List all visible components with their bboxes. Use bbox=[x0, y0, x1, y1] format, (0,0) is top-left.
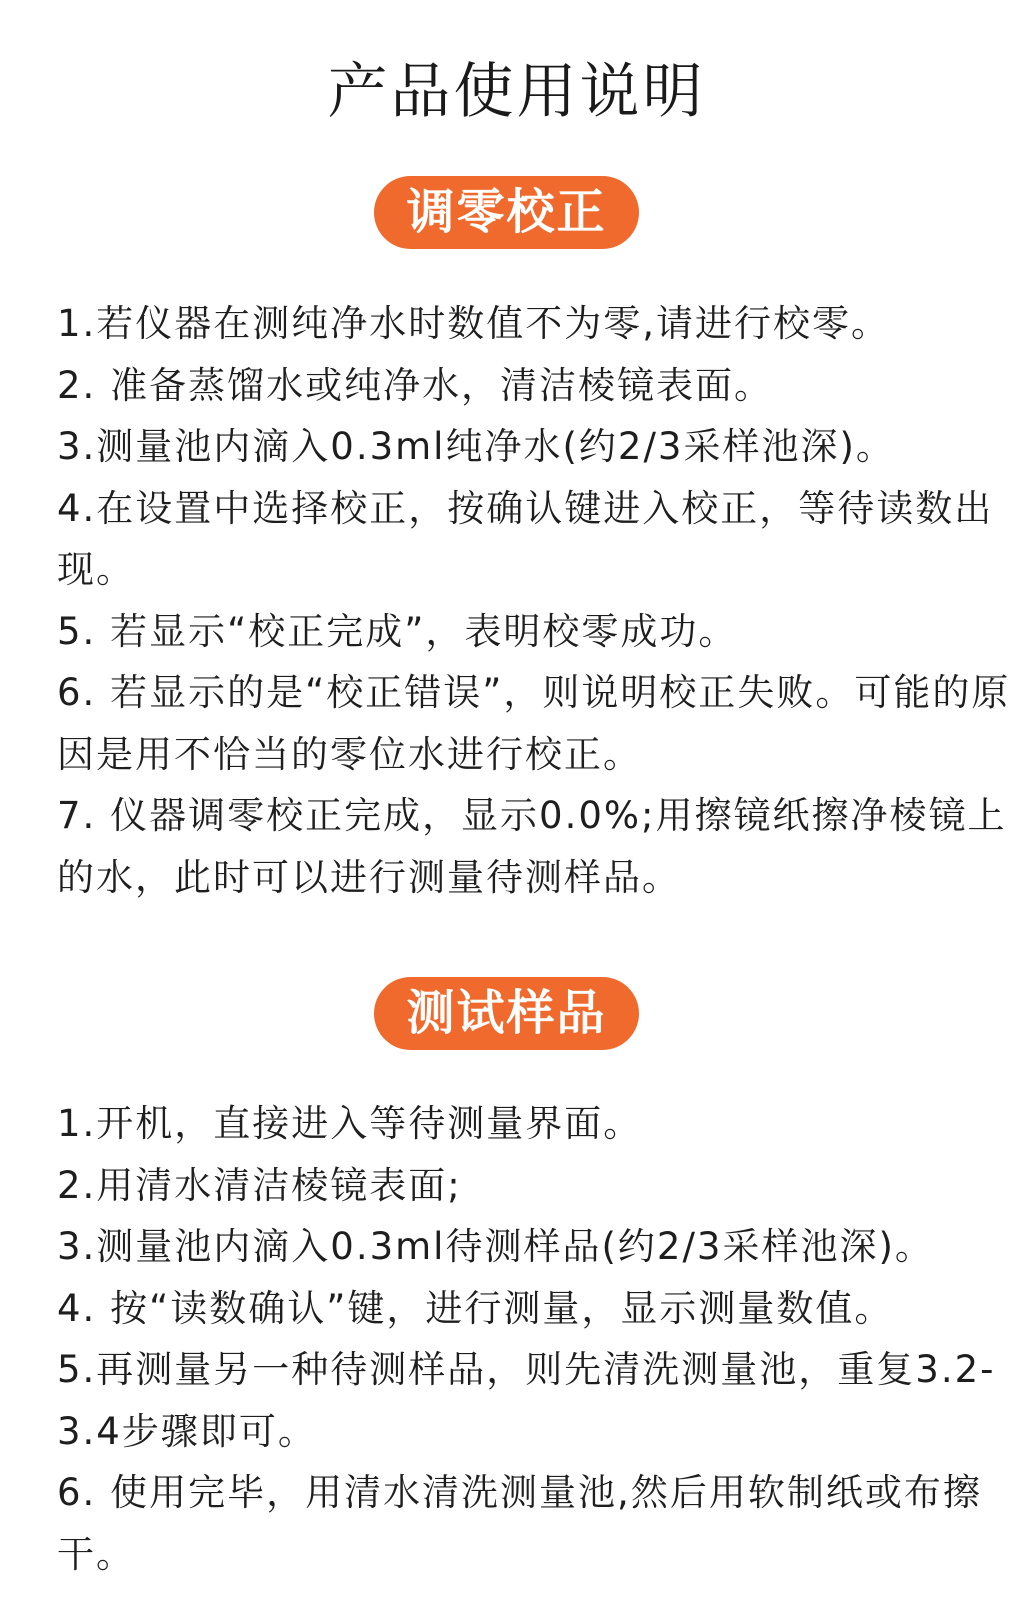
zero-calibration-steps bbox=[57, 293, 1017, 908]
step-item: 4.在设置中选择校正，按确认键进入校正，等待读数出现。 bbox=[57, 486, 994, 591]
step-item: 3.测量池内滴入0.3ml待测样品(约2/3采样池深)。 bbox=[57, 1225, 934, 1268]
step-item: 6. 使用完毕，用清水清洗测量池,然后用软制纸或布擦干。 bbox=[57, 1471, 982, 1576]
section-heading-zero-calibration: 调零校正 bbox=[374, 176, 639, 249]
step-item: 1.开机，直接进入等待测量界面。 bbox=[57, 1102, 643, 1145]
step-item: 4. 按“读数确认”键，进行测量，显示测量数值。 bbox=[57, 1286, 894, 1330]
section-heading-sample-test: 测试样品 bbox=[374, 977, 639, 1050]
step-item: 5. 若显示“校正完成”，表明校零成功。 bbox=[57, 609, 738, 653]
step-item: 5.再测量另一种待测样品，则先清洗测量池，重复3.2-3.4步骤即可。 bbox=[57, 1348, 996, 1453]
page-title: 产品使用说明 bbox=[327, 57, 706, 127]
step-item: 1.若仪器在测纯净水时数值不为零,请进行校零。 bbox=[57, 302, 891, 345]
step-item: 2.用清水清洁棱镜表面; bbox=[57, 1163, 462, 1207]
sample-test-steps bbox=[57, 1093, 1017, 1585]
step-item: 6. 若显示的是“校正错误”，则说明校正失败。可能的原因是用不恰当的零位水进行校正。 bbox=[57, 671, 1011, 776]
step-item: 2. 准备蒸馏水或纯净水，清洁棱镜表面。 bbox=[57, 363, 774, 407]
step-item: 7. 仪器调零校正完成，显示0.0%;用擦镜纸擦净棱镜上的水，此时可以进行测量待测样品。 bbox=[57, 794, 1007, 899]
step-item: 3.测量池内滴入0.3ml纯净水(约2/3采样池深)。 bbox=[57, 425, 895, 468]
